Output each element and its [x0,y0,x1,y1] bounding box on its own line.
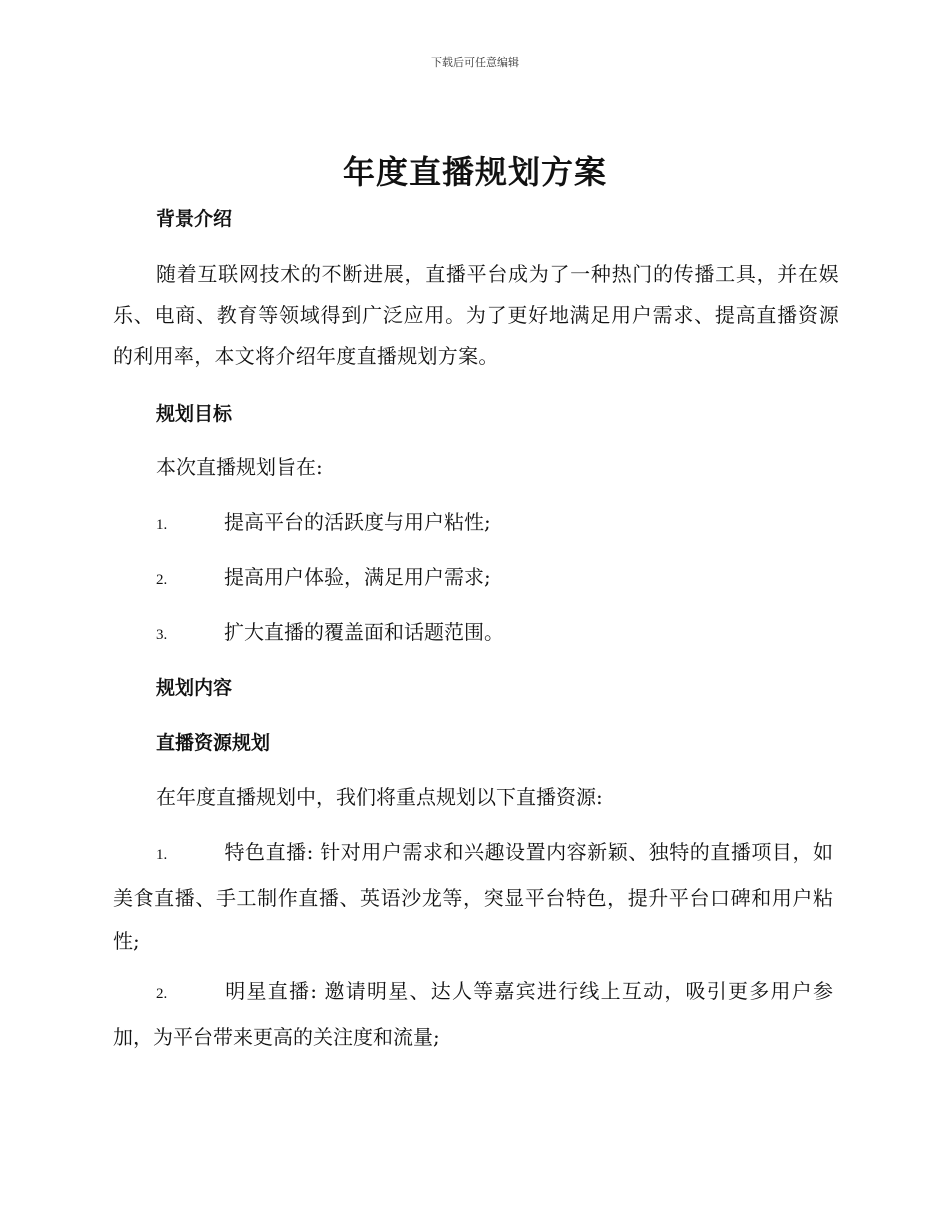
list-number: 2. [156,986,168,1002]
heading-content: 规划内容 [156,677,233,699]
header-note: 下载后可任意编辑 [431,56,519,69]
resources-intro: 在年度直播规划中，我们将重点规划以下直播资源: [156,785,603,809]
list-item-text: 特色直播: 针对用户需求和兴趣设置内容新颖、独特的直播项目，如美食直播、手工制作直播、英语沙龙等，突显平台特色，提升平台口碑和用户粘性; [113,840,833,953]
background-paragraph: 随着互联网技术的不断进展，直播平台成为了一种热门的传播工具，并在娱乐、电商、教育等领域得到广泛应用。为了更好地满足用户需求、提高直播资源的利用率，本文将介绍年度直播规划方案。 [113,262,839,368]
heading-goals: 规划目标 [156,403,233,425]
resource-item-2 [113,970,833,1059]
goals-intro: 本次直播规划旨在: [156,455,323,479]
heading-background: 背景介绍 [156,208,233,230]
list-number: 1. [156,517,168,533]
list-number: 2. [156,572,168,588]
document-title: 年度直播规划方案 [342,153,607,191]
goal-item-3 [156,617,504,650]
list-item-text: 扩大直播的覆盖面和话题范围。 [224,620,504,644]
list-item-text: 提高平台的活跃度与用户粘性; [224,510,491,534]
goal-item-1 [156,507,491,540]
heading-resources: 直播资源规划 [156,732,271,754]
list-item-text: 明星直播: 邀请明星、达人等嘉宾进行线上互动，吸引更多用户参加，为平台带来更高的关注度和流量; [113,979,833,1049]
list-number: 3. [156,627,168,643]
goal-item-2 [156,562,491,595]
list-item-text: 提高用户体验，满足用户需求; [224,565,491,589]
resource-item-1 [113,831,833,963]
list-number: 1. [156,847,168,863]
